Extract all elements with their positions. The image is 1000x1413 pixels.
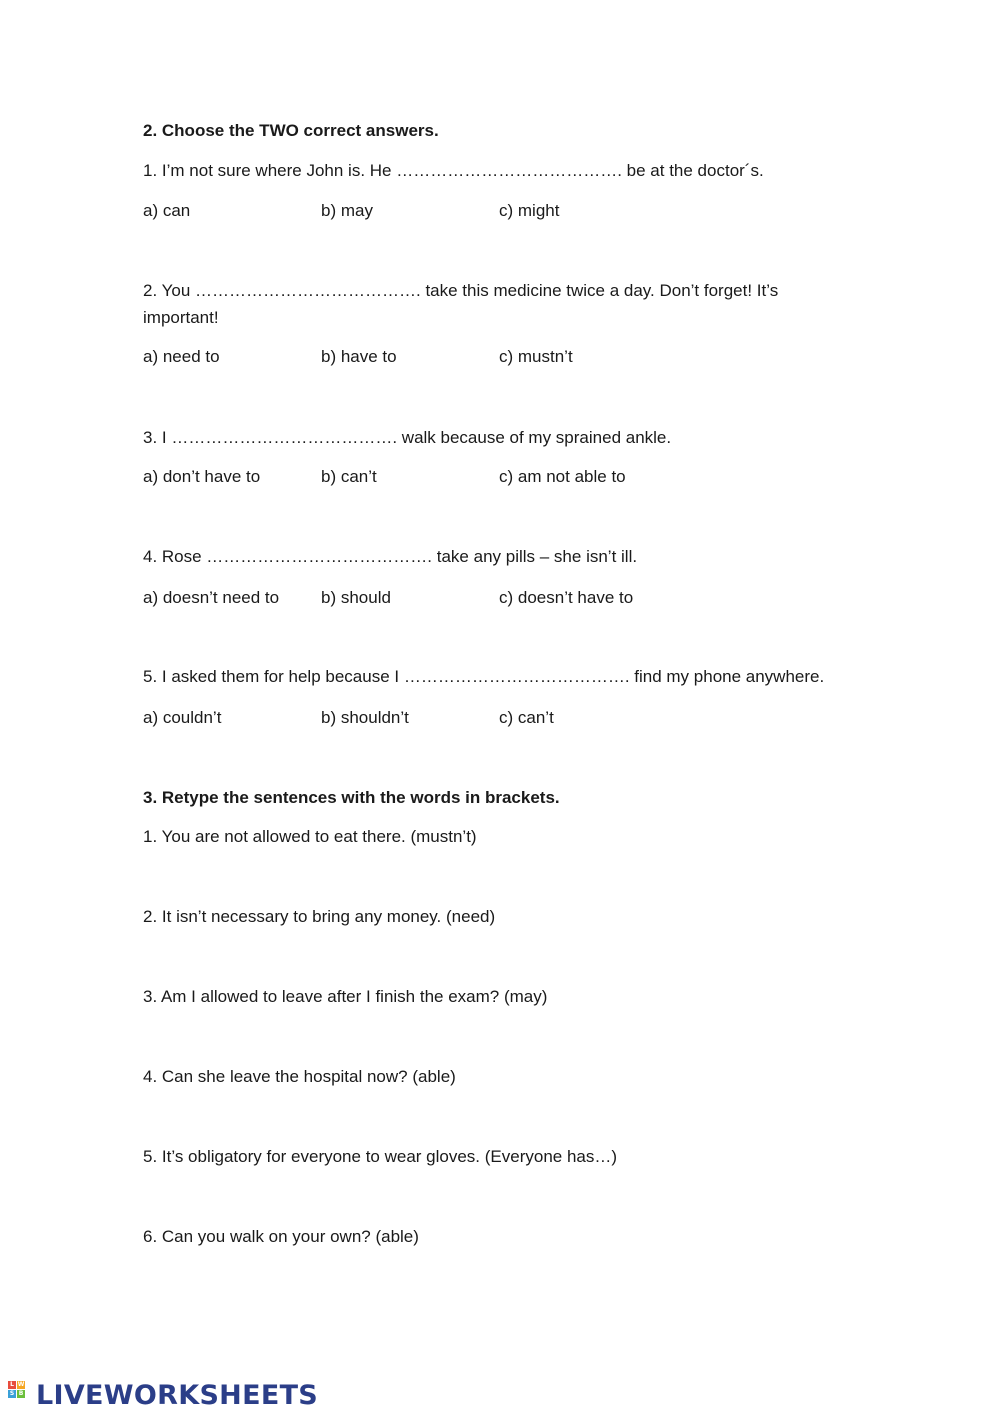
q4-option-b[interactable]: b) should <box>321 588 391 607</box>
question-4: 4. Rose …………………………………. take any pills – she isn’t ill. <box>143 547 638 566</box>
q4-option-c[interactable]: c) doesn’t have to <box>499 588 634 607</box>
question-2-continued: important! <box>143 308 219 327</box>
retype-item-3: 3. Am I allowed to leave after I finish the exam? (may) <box>143 987 548 1006</box>
section-3-heading: 3. Retype the sentences with the words in brackets. <box>143 788 560 807</box>
question-1: 1. I’m not sure where John is. He …………………………………. be at the doctor´s. <box>143 161 764 180</box>
question-2: 2. You …………………………………. take this medicine twice a day. Don’t forget! It’s <box>143 281 779 300</box>
section-2-heading: 2. Choose the TWO correct answers. <box>143 121 439 140</box>
q1-option-b[interactable]: b) may <box>321 201 373 220</box>
q3-option-b[interactable]: b) can’t <box>321 467 377 486</box>
logo-cubes-icon: L W S B <box>9 1381 25 1397</box>
q4-option-a[interactable]: a) doesn’t need to <box>143 588 280 607</box>
liveworksheets-logo[interactable] <box>8 1380 318 1410</box>
logo-text: LIVEWORKSHEETS <box>36 1379 319 1411</box>
q5-option-b[interactable]: b) shouldn’t <box>321 708 409 727</box>
q3-option-c[interactable]: c) am not able to <box>499 467 626 486</box>
q5-option-c[interactable]: c) can’t <box>499 708 554 727</box>
retype-item-4: 4. Can she leave the hospital now? (able) <box>143 1067 456 1086</box>
q2-option-b[interactable]: b) have to <box>321 347 397 366</box>
q1-option-a[interactable]: a) can <box>143 201 191 220</box>
question-3: 3. I …………………………………. walk because of my sprained ankle. <box>143 428 672 447</box>
q2-option-a[interactable]: a) need to <box>143 347 220 366</box>
retype-item-6: 6. Can you walk on your own? (able) <box>143 1227 419 1246</box>
q3-option-a[interactable]: a) don’t have to <box>143 467 261 486</box>
q1-option-c[interactable]: c) might <box>499 201 560 220</box>
q2-option-c[interactable]: c) mustn’t <box>499 347 573 366</box>
retype-item-5: 5. It’s obligatory for everyone to wear gloves. (Everyone has…) <box>143 1147 618 1166</box>
question-5: 5. I asked them for help because I …………………………………. find my phone anywhere. <box>143 667 825 686</box>
retype-item-1: 1. You are not allowed to eat there. (mustn’t) <box>143 827 477 846</box>
q5-option-a[interactable]: a) couldn’t <box>143 708 222 727</box>
retype-item-2: 2. It isn’t necessary to bring any money. (need) <box>143 907 496 926</box>
